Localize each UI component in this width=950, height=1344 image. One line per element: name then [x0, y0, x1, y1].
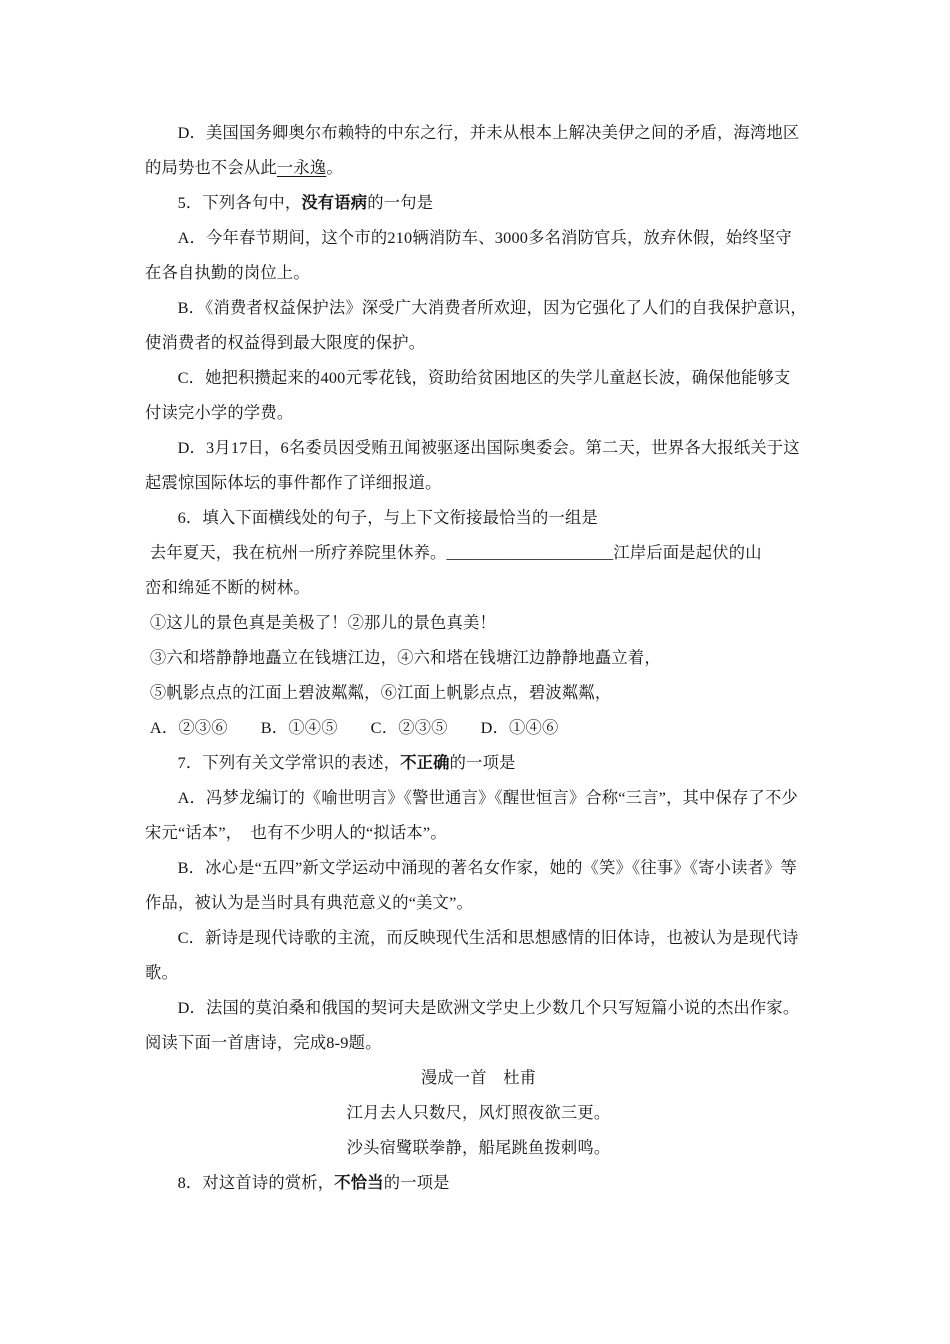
- text-segment: 歌。: [145, 963, 178, 982]
- text-segment: 去年夏天，我在杭州一所疗养院里休养。____________________江岸后面是起伏的山: [149, 543, 762, 562]
- text-segment: ⑤帆影点点的江面上碧波粼粼，⑥江面上帆影点点，碧波粼粼，: [149, 683, 612, 702]
- text-line: [145, 220, 812, 255]
- text-line: [145, 1060, 812, 1095]
- text-segment: D．法国的莫泊桑和俄国的契诃夫是欧洲文学史上少数几个只写短篇小说的杰出作家。: [177, 998, 800, 1017]
- text-line: [145, 500, 812, 535]
- text-segment: 的一项是: [383, 1173, 450, 1192]
- text-line: [145, 360, 812, 395]
- text-segment: 漫成一首 杜甫: [420, 1068, 537, 1087]
- text-segment: ③六和塔静静地矗立在钱塘江边，④六和塔在钱塘江边静静地矗立着，: [149, 648, 661, 667]
- text-line: [145, 1095, 812, 1130]
- text-line: [145, 150, 812, 185]
- text-line: [145, 395, 812, 430]
- text-line: [145, 1025, 812, 1060]
- text-segment: D．3月17日，6名委员因受贿丑闻被驱逐出国际奥委会。第二天，世界各大报纸关于这: [177, 438, 800, 457]
- text-line: [145, 780, 812, 815]
- text-segment: 7．下列有关文学常识的表述，: [177, 753, 401, 772]
- text-segment: 江月去人只数尺，风灯照夜欲三更。: [346, 1103, 611, 1122]
- text-line: [145, 570, 812, 605]
- text-segment: A．今年春节期间，这个市的210辆消防车、3000多名消防官兵，放弃休假，始终坚守: [177, 228, 792, 247]
- emphasis-text: 不正确: [400, 753, 450, 772]
- text-line: [145, 535, 812, 570]
- text-segment: 的一项是: [449, 753, 516, 772]
- text-line: [145, 430, 812, 465]
- text-segment: 5．下列各句中，: [177, 193, 302, 212]
- text-line: [145, 1165, 812, 1200]
- text-segment: 在各自执勤的岗位上。: [145, 263, 310, 282]
- text-line: [145, 640, 812, 675]
- text-segment: 使消费者的权益得到最大限度的保护。: [145, 333, 426, 352]
- document-body: [145, 115, 812, 1200]
- text-segment: 的一句是: [367, 193, 434, 212]
- text-segment: 峦和绵延不断的树林。: [145, 578, 310, 597]
- emphasis-text: 没有语病: [301, 193, 368, 212]
- text-line: [145, 325, 812, 360]
- text-segment: 阅读下面一首唐诗，完成8-9题。: [145, 1033, 382, 1052]
- text-segment: 6．填入下面横线处的句子，与上下文衔接最恰当的一组是: [177, 508, 598, 527]
- text-segment: C．新诗是现代诗歌的主流，而反映现代生活和思想感情的旧体诗，也被认为是现代诗: [177, 928, 799, 947]
- text-line: [145, 290, 812, 325]
- text-line: [145, 465, 812, 500]
- emphasis-text: 不恰当: [334, 1173, 384, 1192]
- text-line: [145, 710, 812, 745]
- underlined-text: 一永逸: [276, 158, 327, 177]
- text-line: [145, 850, 812, 885]
- text-segment: A．冯梦龙编订的《喻世明言》《警世通言》《醒世恒言》合称“三言”，其中保存了不少: [177, 788, 798, 807]
- text-line: [145, 885, 812, 920]
- text-segment: 8．对这首诗的赏析，: [177, 1173, 335, 1192]
- text-line: [145, 675, 812, 710]
- text-line: [145, 920, 812, 955]
- text-segment: 起震惊国际体坛的事件都作了详细报道。: [145, 473, 442, 492]
- text-segment: 作品，被认为是当时具有典范意义的“美文”。: [145, 893, 473, 912]
- text-segment: A．②③⑥ B．①④⑤ C．②③⑤ D．①④⑥: [149, 718, 559, 737]
- text-segment: ①这儿的景色真是美极了！②那儿的景色真美！: [149, 613, 496, 632]
- text-segment: 宋元“话本”， 也有不少明人的“拟话本”。: [145, 823, 447, 842]
- text-segment: 付读完小学的学费。: [145, 403, 294, 422]
- text-line: [145, 955, 812, 990]
- text-line: [145, 255, 812, 290]
- text-line: [145, 990, 812, 1025]
- text-line: [145, 745, 812, 780]
- text-segment: 的局势也不会从此: [145, 158, 277, 177]
- text-segment: C．她把积攒起来的400元零花钱，资助给贫困地区的失学儿童赵长波，确保他能够支: [177, 368, 791, 387]
- text-segment: B．《消费者权益保护法》深受广大消费者所欢迎，因为它强化了人们的自我保护意识，: [177, 298, 807, 317]
- text-line: [145, 605, 812, 640]
- text-line: [145, 1130, 812, 1165]
- text-line: [145, 185, 812, 220]
- text-segment: 沙头宿鹭联拳静，船尾跳鱼拨刺鸣。: [346, 1138, 611, 1157]
- text-segment: B．冰心是“五四”新文学运动中涌现的著名女作家，她的《笑》《往事》《寄小读者》等: [177, 858, 798, 877]
- text-line: [145, 115, 812, 150]
- text-segment: 。: [326, 158, 343, 177]
- text-line: [145, 815, 812, 850]
- text-segment: D．美国国务卿奥尔布赖特的中东之行，并未从根本上解决美伊之间的矛盾，海湾地区: [177, 123, 800, 142]
